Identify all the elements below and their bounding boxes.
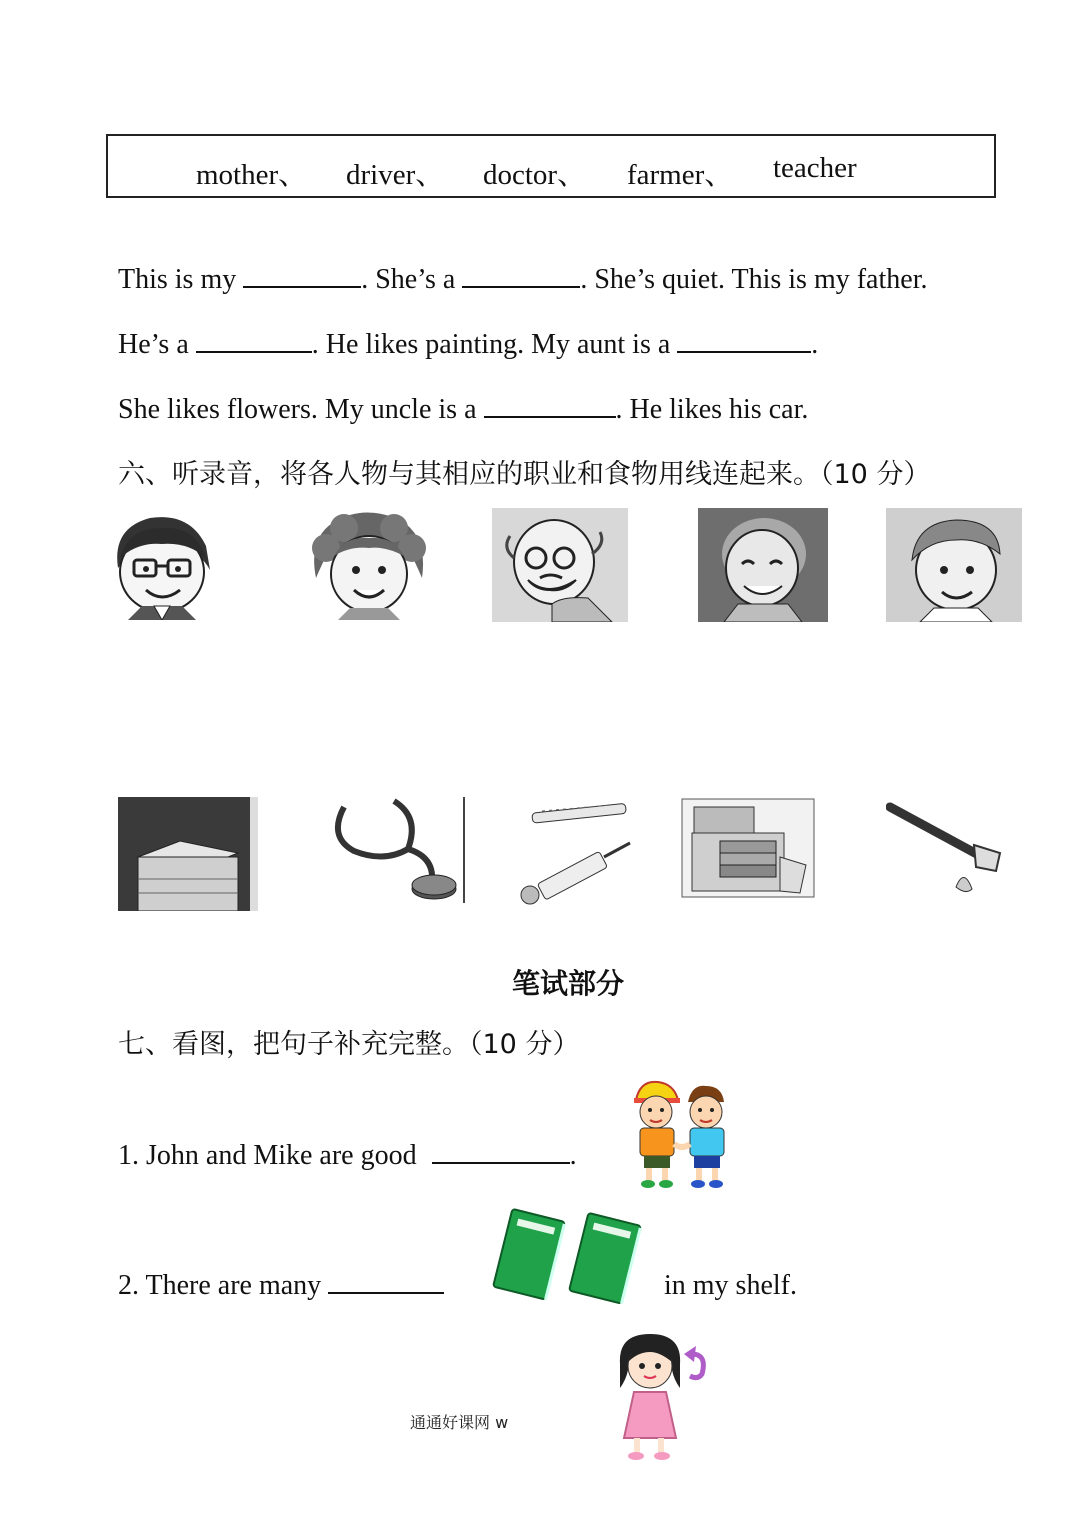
- footer-watermark: 通通好课网 w: [410, 1413, 509, 1432]
- green-books-icon: [492, 1208, 644, 1306]
- word-bank-word: teacher: [773, 152, 857, 184]
- answer-blank[interactable]: [243, 264, 361, 288]
- answer-blank[interactable]: [484, 394, 616, 418]
- section-7-title: 七、看图，把句子补充完整。（10 分）: [118, 1029, 580, 1060]
- answer-blank[interactable]: [328, 1270, 444, 1294]
- axe-icon: [886, 797, 1010, 901]
- grandmother-icon: [698, 508, 828, 622]
- schoolbag-books-icon: [680, 797, 816, 899]
- blackboard-desk-icon: [118, 797, 258, 911]
- passage-line-1: This is my . She’s a . She’s quiet. This is my father.: [118, 264, 928, 295]
- grandfather-icon: [492, 508, 628, 622]
- stethoscope-icon: [324, 797, 466, 903]
- question-2-tail: in my shelf.: [664, 1270, 797, 1301]
- written-part-heading: 笔试部分: [512, 967, 625, 1000]
- word-bank-box: [106, 134, 996, 198]
- answer-blank[interactable]: [462, 264, 580, 288]
- girl-in-pink-dress-icon: [614, 1330, 714, 1462]
- answer-blank[interactable]: [196, 329, 312, 353]
- passage-line-3: She likes flowers. My uncle is a . He likes his car.: [118, 394, 809, 425]
- word-bank-word: mother、: [196, 159, 308, 191]
- question-1: 1. John and Mike are good .: [118, 1140, 577, 1171]
- answer-blank[interactable]: [677, 329, 811, 353]
- answer-blank[interactable]: [432, 1140, 570, 1164]
- section-6-title: 六、听录音，将各人物与其相应的职业和食物用线连起来。（10 分）: [118, 459, 931, 490]
- word-bank-word: driver、: [346, 159, 445, 191]
- two-boys-holding-hands-icon: [626, 1078, 736, 1190]
- word-bank-word: farmer、: [627, 159, 734, 191]
- man-with-glasses-icon: [98, 508, 226, 620]
- word-bank-word: doctor、: [483, 159, 587, 191]
- boy-icon: [886, 508, 1022, 622]
- curly-haired-woman-icon: [304, 508, 434, 620]
- passage-line-2: He’s a . He likes painting. My aunt is a .: [118, 329, 819, 360]
- syringe-thermometer-icon: [512, 797, 632, 911]
- question-2: 2. There are many: [118, 1270, 444, 1302]
